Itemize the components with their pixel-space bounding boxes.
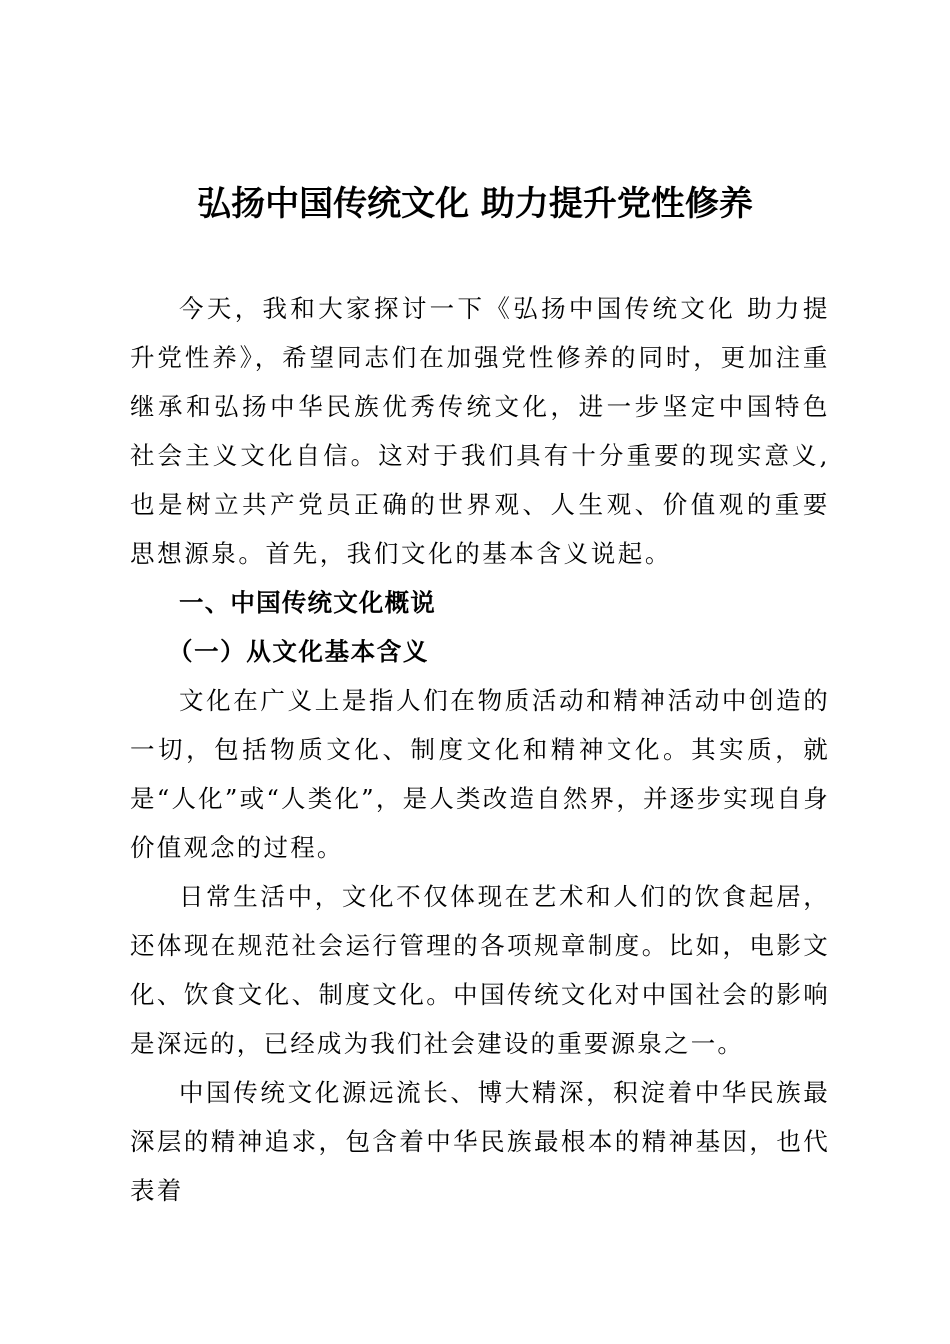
body-paragraph: 文化在广义上是指人们在物质活动和精神活动中创造的一切，包括物质文化、制度文化和精神文化。其实质，就是“人化”或“人类化”，是人类改造自然界，并逐步实现自身价值观念的过程。 <box>130 686 830 862</box>
intro-paragraph: 今天，我和大家探讨一下《弘扬中国传统文化 助力提升党性养》，希望同志们在加强党性修养的同时，更加注重继承和弘扬中华民族优秀传统文化，进一步坚定中国特色社会主义文化自信。这对于我们具有十分重要的现实意义,也是树立共产党员正确的世界观、人生观、价值观的重要思想源泉。首先，我们文化的基本含义说起。 <box>130 294 830 568</box>
body-paragraph: 中国传统文化源远流长、博大精深，积淀着中华民族最深层的精神追求，包含着中华民族最根本的精神基因，也代表着 <box>130 1078 830 1205</box>
subsection-heading: （一）从文化基本含义 <box>167 637 429 666</box>
document-body <box>130 284 830 1215</box>
document-title: 弘扬中国传统文化 助力提升党性修养 <box>197 184 753 224</box>
section-heading: 一、中国传统文化概说 <box>179 588 436 617</box>
body-paragraph: 日常生活中，文化不仅体现在艺术和人们的饮食起居，还体现在规范社会运行管理的各项规章制度。比如，电影文化、饮食文化、制度文化。中国传统文化对中国社会的影响是深远的，已经成为我们社会建设的重要源泉之一。 <box>130 882 830 1058</box>
